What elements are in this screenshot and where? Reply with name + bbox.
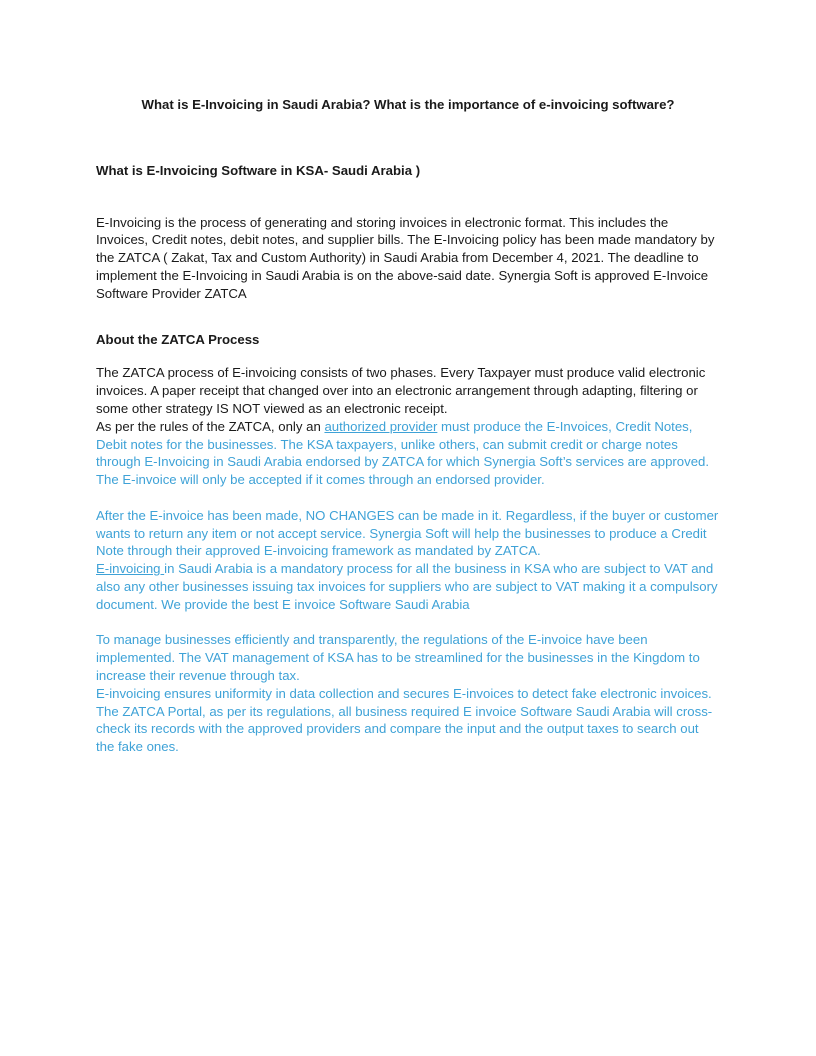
- paragraph-zatca-rules: [96, 418, 720, 489]
- document-title: What is E-Invoicing in Saudi Arabia? What is the importance of e-invoicing software?: [141, 97, 675, 112]
- paragraph-uniformity: E-invoicing ensures uniformity in data collection and secures E-invoices to detect fake electronic invoices. The ZATCA Portal, as per its regulations, all business required E invoice Software Saudi Arabia will cross-check its records with the approved providers and compare the input and the output taxes to search out the fake ones.: [96, 685, 713, 755]
- e-invoicing-link[interactable]: E-invoicing: [96, 561, 165, 577]
- einvoicing-mandatory-text: in Saudi Arabia is a mandatory process for all the business in KSA who are subject to VAT and also any other businesses issuing tax invoices for suppliers who are subject to VAT making it a compulsory document. We provide the best E invoice Software Saudi Arabia: [96, 561, 718, 612]
- paragraph-einvoicing-definition: E-Invoicing is the process of generating and storing invoices in electronic format. This includes the Invoices, Credit notes, debit notes, and supplier bills. The E-Invoicing policy has been made mandatory by the ZATCA ( Zakat, Tax and Custom Authority) in Saudi Arabia from December 4, 2021. The deadline to implement the E-Invoicing in Saudi Arabia is on the above-said date. Synergia Soft is approved E-Invoice Software Provider ZATCA: [96, 214, 715, 301]
- paragraph-no-changes: After the E-invoice has been made, NO CHANGES can be made in it. Regardless, if the buyer or customer wants to return any item or not accept service. Synergia Soft will help the businesses to produce a Credit Note through their approved E-invoicing framework as mandated by ZATCA.: [96, 507, 719, 559]
- authorized-provider-link[interactable]: authorized provider: [324, 418, 438, 434]
- paragraph-einvoicing-mandatory: [96, 560, 720, 613]
- section-heading-zatca-process: About the ZATCA Process: [96, 331, 260, 347]
- document-page: [96, 96, 720, 756]
- paragraph-zatca-phases: The ZATCA process of E-invoicing consists of two phases. Every Taxpayer must produce valid electronic invoices. A paper receipt that changed over into an electronic arrangement through adapting, filtering or some other strategy IS NOT viewed as an electronic receipt.: [96, 365, 706, 416]
- section-heading-einvoicing-software: What is E-Invoicing Software in KSA- Saudi Arabia ): [96, 162, 421, 178]
- rules-prefix-text: As per the rules of the ZATCA, only an: [96, 418, 325, 434]
- rules-suffix-text: must produce the E-Invoices, Credit Notes, Debit notes for the businesses. The KSA taxpayers, unlike others, can submit credit or charge notes through E-Invoicing in Saudi Arabia endorsed by ZATCA for which Synergia Soft’s services are approved. The E-invoice will only be accepted if it comes through an endorsed provider.: [96, 418, 710, 488]
- paragraph-manage-businesses: To manage businesses efficiently and transparently, the regulations of the E-invoice have been implemented. The VAT management of KSA has to be streamlined for the businesses in the Kingdom to increase their revenue through tax.: [96, 632, 700, 683]
